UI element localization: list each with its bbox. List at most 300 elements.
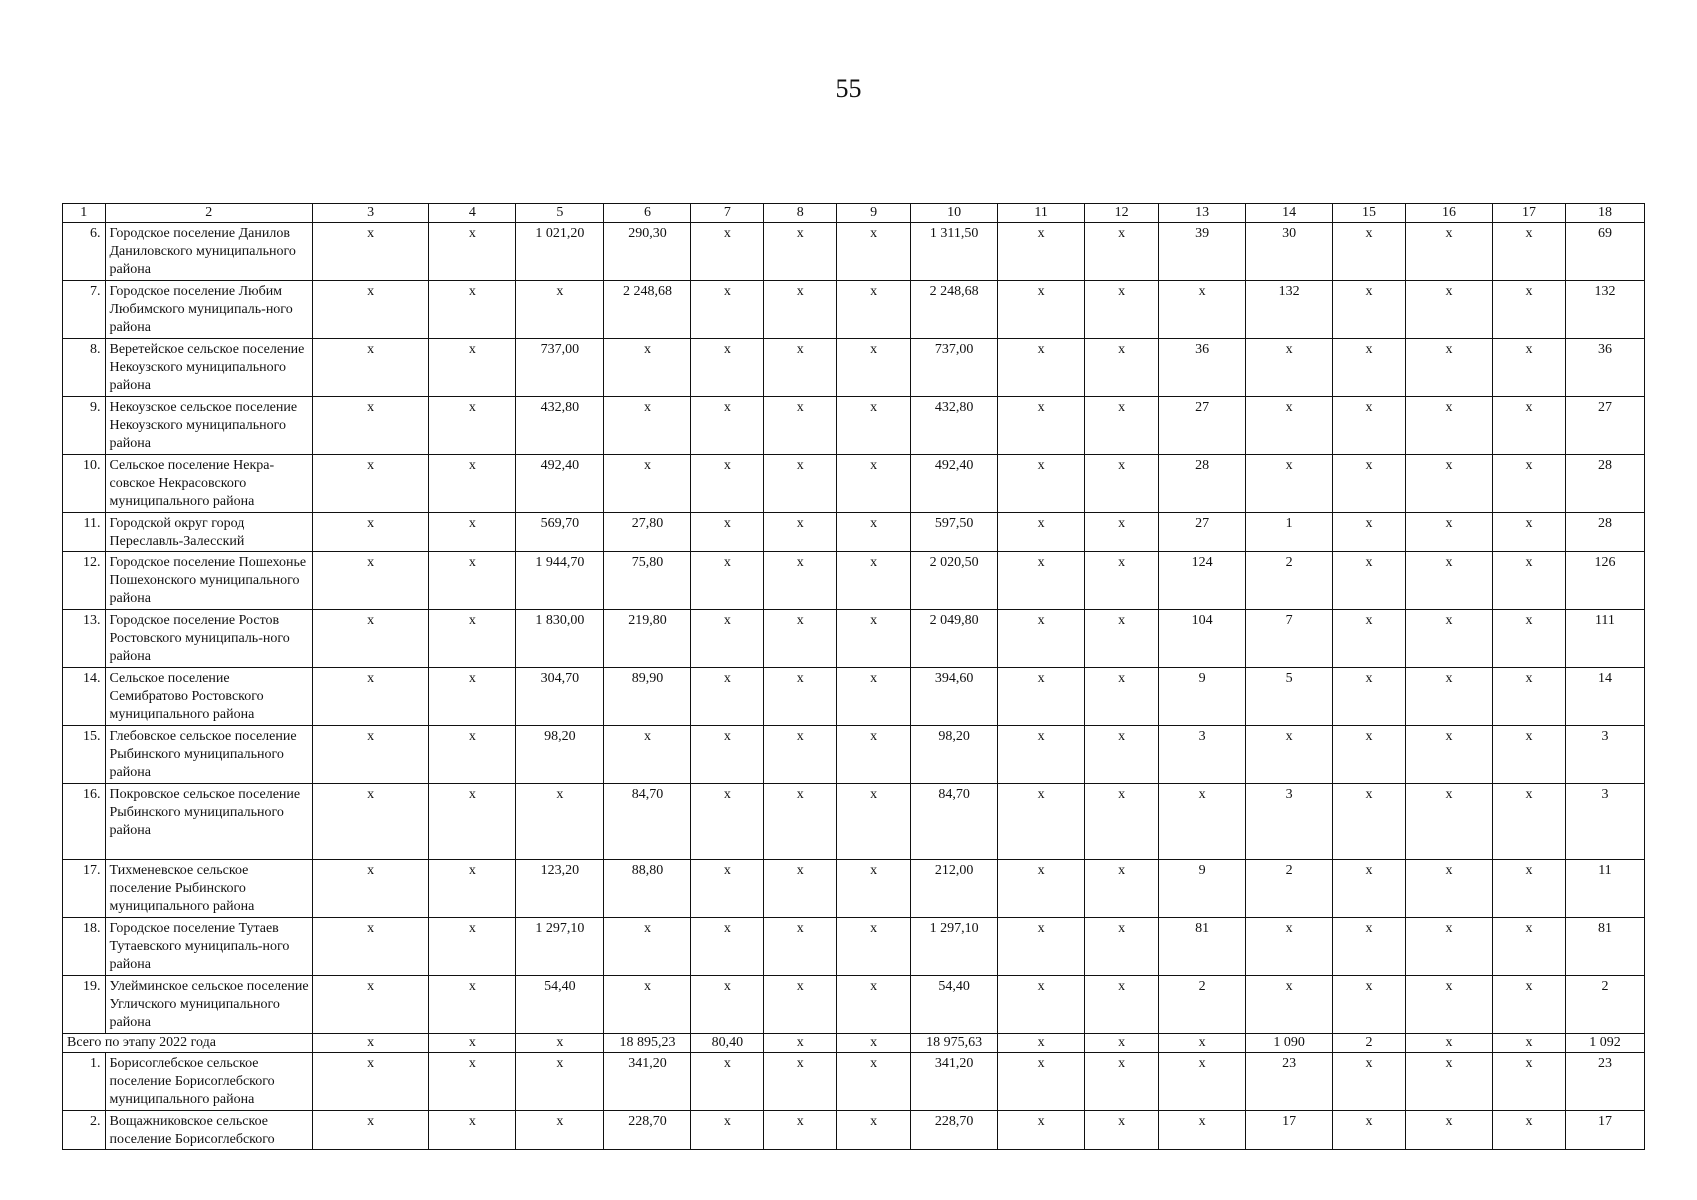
table-cell: х [1333,1111,1406,1150]
table-cell: х [1085,552,1159,610]
table-cell: 492,40 [911,455,998,513]
table-cell: х [1405,339,1492,397]
header-cell: 12 [1085,204,1159,223]
header-cell: 10 [911,204,998,223]
table-cell: х [998,281,1085,339]
table-cell: 69 [1565,223,1644,281]
table-cell: 81 [1159,918,1246,976]
table-cell: х [1085,1111,1159,1150]
table-cell: 124 [1159,552,1246,610]
municipality-name: Некоузское сельское поселение Некоузского муниципального района [105,397,312,455]
table-cell: х [998,397,1085,455]
table-cell: х [764,552,837,610]
table-cell: 394,60 [911,668,998,726]
table-cell: 27,80 [604,513,691,552]
table-row [63,223,1645,281]
table-cell: х [516,1053,604,1111]
table-cell: 7 [1246,610,1333,668]
total-cell: х [1085,1034,1159,1053]
table-cell: х [1085,918,1159,976]
header-cell: 9 [837,204,911,223]
table-cell: х [429,552,516,610]
table-cell: 54,40 [516,976,604,1034]
table-cell: х [1085,281,1159,339]
header-cell: 2 [105,204,312,223]
table-cell: х [691,976,764,1034]
table-cell: х [998,610,1085,668]
table-cell: х [312,860,428,918]
table-cell: х [429,281,516,339]
table-cell: 39 [1159,223,1246,281]
header-cell: 1 [63,204,106,223]
table-cell: х [837,397,911,455]
row-number: 12. [63,552,106,610]
table-cell: х [998,1053,1085,1111]
row-number: 18. [63,918,106,976]
municipality-name: Покровское сельское поселение Рыбинского муниципального района [105,784,312,860]
table-cell: 14 [1565,668,1644,726]
table-cell: х [1493,918,1566,976]
municipality-name: Улейминское сельское поселение Угличского муниципального района [105,976,312,1034]
municipality-name: Городское поселение Данилов Даниловского муниципального района [105,223,312,281]
table-cell: 432,80 [516,397,604,455]
row-number: 9. [63,397,106,455]
table-cell: 3 [1565,784,1644,860]
table-cell: х [516,1111,604,1150]
table-cell: х [691,455,764,513]
row-number: 13. [63,610,106,668]
municipality-name: Сельское поселение Семибратово Ростовского муниципального района [105,668,312,726]
table-cell: х [312,223,428,281]
total-cell: х [837,1034,911,1053]
table-cell: х [1493,610,1566,668]
table-row [63,513,1645,552]
total-cell: 18 975,63 [911,1034,998,1053]
table-cell: х [1333,976,1406,1034]
table-cell: 98,20 [911,726,998,784]
row-number: 11. [63,513,106,552]
table-cell: х [604,976,691,1034]
table-cell: 1 [1246,513,1333,552]
row-number: 8. [63,339,106,397]
municipality-name: Борисоглебское сельское поселение Борисоглебского муниципального района [105,1053,312,1111]
table-row [63,784,1645,860]
row-number: 16. [63,784,106,860]
total-cell: х [1159,1034,1246,1053]
table-cell: 1 944,70 [516,552,604,610]
table-cell: х [1246,918,1333,976]
table-cell: х [691,1053,764,1111]
table-cell: 2 [1246,552,1333,610]
table-cell: х [998,513,1085,552]
table-cell: х [998,860,1085,918]
table-cell: х [764,1111,837,1150]
table-cell: х [837,726,911,784]
table-cell: х [837,455,911,513]
table-row [63,552,1645,610]
table-cell: х [998,1111,1085,1150]
page-number: 55 [835,74,862,103]
table-cell: х [429,784,516,860]
municipality-name: Городское поселение Ростов Ростовского муниципаль-ного района [105,610,312,668]
table-cell: х [312,976,428,1034]
total-row [63,1034,1645,1053]
row-number: 6. [63,223,106,281]
table-cell: х [1085,339,1159,397]
table-cell: х [837,552,911,610]
table-row [63,1111,1645,1150]
table-cell: 212,00 [911,860,998,918]
table-cell: х [837,281,911,339]
header-cell: 3 [312,204,428,223]
table-cell: х [837,610,911,668]
table-cell: 11 [1565,860,1644,918]
table-cell: х [516,281,604,339]
table-cell: х [691,610,764,668]
table-cell: х [691,918,764,976]
table-cell: х [998,784,1085,860]
table-cell: х [1405,610,1492,668]
table-cell: х [1159,1053,1246,1111]
table-cell: х [1493,860,1566,918]
table-cell: х [1333,552,1406,610]
table-cell: х [691,860,764,918]
table-cell: х [312,610,428,668]
table-cell: х [837,668,911,726]
table-cell: 2 049,80 [911,610,998,668]
table-cell: х [1493,281,1566,339]
table-cell: х [1085,668,1159,726]
table-cell: х [429,223,516,281]
table-cell: х [604,726,691,784]
table-cell: 54,40 [911,976,998,1034]
table-cell: 27 [1565,397,1644,455]
row-number: 7. [63,281,106,339]
table-cell: 1 830,00 [516,610,604,668]
table-cell: 304,70 [516,668,604,726]
table-cell: х [312,1111,428,1150]
municipality-name: Городское поселение Любим Любимского муниципаль-ного района [105,281,312,339]
table-cell: 27 [1159,513,1246,552]
table-cell: х [764,455,837,513]
table-cell: х [764,223,837,281]
table-cell: х [1085,455,1159,513]
total-cell: х [1493,1034,1566,1053]
header-cell: 6 [604,204,691,223]
header-cell: 15 [1333,204,1406,223]
table-cell: х [1085,1053,1159,1111]
table-cell: х [1333,513,1406,552]
table-cell: 341,20 [604,1053,691,1111]
table-row [63,726,1645,784]
table-cell: х [837,223,911,281]
table-row [63,339,1645,397]
table-cell: х [998,223,1085,281]
table-row [63,1053,1645,1111]
table-cell: х [691,223,764,281]
table-cell: х [1333,668,1406,726]
table-cell: х [691,552,764,610]
header-cell: 18 [1565,204,1644,223]
table-cell: 2 248,68 [604,281,691,339]
table-cell: 2 [1565,976,1644,1034]
table-cell: х [312,397,428,455]
table-cell: 75,80 [604,552,691,610]
header-cell: 16 [1405,204,1492,223]
table-row [63,281,1645,339]
table-cell: х [429,918,516,976]
table-cell: х [1405,223,1492,281]
table-cell: х [764,918,837,976]
table-cell: х [1493,976,1566,1034]
table-cell: 2 [1159,976,1246,1034]
table-cell: 2 [1246,860,1333,918]
table-cell: 1 297,10 [911,918,998,976]
table-cell: х [1159,1111,1246,1150]
table-cell: 5 [1246,668,1333,726]
data-table [62,203,1645,1150]
table-cell: 3 [1159,726,1246,784]
table-cell: 111 [1565,610,1644,668]
table-cell: х [1085,513,1159,552]
table-cell: х [429,976,516,1034]
total-cell: х [764,1034,837,1053]
municipality-name: Глебовское сельское поселение Рыбинского муниципального района [105,726,312,784]
header-cell: 8 [764,204,837,223]
table-cell: 597,50 [911,513,998,552]
table-cell: 1 021,20 [516,223,604,281]
table-cell: х [837,976,911,1034]
row-number: 17. [63,860,106,918]
table-cell: х [429,726,516,784]
table-cell: х [1405,552,1492,610]
table-row [63,976,1645,1034]
table-cell: 737,00 [516,339,604,397]
row-number: 2. [63,1111,106,1150]
table-cell: 28 [1565,455,1644,513]
table-cell: 9 [1159,860,1246,918]
table-cell: х [1333,918,1406,976]
table-cell: 737,00 [911,339,998,397]
table-cell: х [764,513,837,552]
table-row [63,397,1645,455]
table-cell: х [1405,513,1492,552]
table-cell: х [1405,668,1492,726]
table-cell: х [1405,397,1492,455]
table-cell: х [429,397,516,455]
total-cell: х [516,1034,604,1053]
table-cell: 23 [1246,1053,1333,1111]
total-cell: х [312,1034,428,1053]
header-cell: 4 [429,204,516,223]
table-cell: х [604,918,691,976]
table-row [63,610,1645,668]
table-cell: 98,20 [516,726,604,784]
table-cell: х [691,1111,764,1150]
header-cell: 5 [516,204,604,223]
table-cell: 84,70 [911,784,998,860]
table-cell: х [1405,281,1492,339]
table-cell: 28 [1159,455,1246,513]
total-cell: 1 090 [1246,1034,1333,1053]
table-cell: 84,70 [604,784,691,860]
table-cell: х [1246,976,1333,1034]
table-cell: х [429,513,516,552]
header-cell: 17 [1493,204,1566,223]
table-cell: х [764,784,837,860]
table-cell: х [1246,339,1333,397]
table-cell: х [429,455,516,513]
table-cell: х [429,860,516,918]
table-cell: х [1493,513,1566,552]
table-cell: х [1085,223,1159,281]
header-cell: 7 [691,204,764,223]
table-cell: х [1333,397,1406,455]
table-cell: х [764,281,837,339]
total-cell: х [1405,1034,1492,1053]
table-cell: 30 [1246,223,1333,281]
table-cell: х [429,339,516,397]
table-cell: х [1246,726,1333,784]
header-row [63,204,1645,223]
table-cell: х [1246,397,1333,455]
table-cell: х [312,726,428,784]
table-cell: х [691,513,764,552]
table-cell: х [998,668,1085,726]
table-cell: х [1159,784,1246,860]
table-cell: х [691,668,764,726]
table-cell: х [1493,784,1566,860]
table-cell: х [837,784,911,860]
table-cell: х [764,726,837,784]
table-cell: 219,80 [604,610,691,668]
table-cell: 132 [1565,281,1644,339]
table-cell: 104 [1159,610,1246,668]
table-cell: х [998,455,1085,513]
table-cell: 569,70 [516,513,604,552]
table-cell: х [1085,860,1159,918]
table-cell: х [1405,1053,1492,1111]
table-cell: х [312,281,428,339]
table-cell: х [1333,726,1406,784]
table-cell: х [312,784,428,860]
table-cell: х [1085,976,1159,1034]
table-cell: х [1493,397,1566,455]
table-cell: 2 248,68 [911,281,998,339]
table-cell: х [764,976,837,1034]
table-cell: х [1493,1053,1566,1111]
table-cell: х [1493,223,1566,281]
table-row [63,668,1645,726]
table-cell: х [837,1053,911,1111]
table-cell: х [764,397,837,455]
header-cell: 11 [998,204,1085,223]
municipality-name: Городское поселение Пошехонье Пошехонского муниципального района [105,552,312,610]
table-row [63,918,1645,976]
table-cell: 9 [1159,668,1246,726]
table-cell: х [764,1053,837,1111]
total-cell: 1 092 [1565,1034,1644,1053]
table-cell: х [998,726,1085,784]
table-cell: х [429,668,516,726]
table-cell: х [1085,784,1159,860]
table-cell: х [691,397,764,455]
table-cell: х [691,281,764,339]
table-cell: х [1493,455,1566,513]
table-cell: х [1333,860,1406,918]
total-label: Всего по этапу 2022 года [63,1034,313,1053]
table-cell: х [998,976,1085,1034]
table-cell: 126 [1565,552,1644,610]
table-cell: х [1333,455,1406,513]
table-cell: х [998,918,1085,976]
row-number: 1. [63,1053,106,1111]
table-cell: 341,20 [911,1053,998,1111]
table-cell: х [1405,726,1492,784]
table-cell: х [837,513,911,552]
table-cell: 17 [1246,1111,1333,1150]
table-cell: х [998,552,1085,610]
table-cell: 88,80 [604,860,691,918]
total-cell: 18 895,23 [604,1034,691,1053]
row-number: 15. [63,726,106,784]
table-cell: х [1405,976,1492,1034]
table-cell: х [1085,726,1159,784]
table-cell: х [1405,860,1492,918]
table-cell: х [429,1111,516,1150]
table-cell: 1 297,10 [516,918,604,976]
table-cell: х [312,455,428,513]
table-cell: х [1333,784,1406,860]
municipality-name: Сельское поселение Некра-совское Некрасовского муниципального района [105,455,312,513]
row-number: 19. [63,976,106,1034]
table-cell: х [516,784,604,860]
table-cell: х [764,668,837,726]
municipality-name: Веретейское сельское поселение Некоузского муниципального района [105,339,312,397]
table-cell: х [312,513,428,552]
table-cell: х [312,668,428,726]
table-cell: х [1333,1053,1406,1111]
table-cell: х [312,339,428,397]
table-cell: х [1333,610,1406,668]
total-cell: х [998,1034,1085,1053]
table-cell: х [1085,397,1159,455]
table-cell: х [764,610,837,668]
table-cell: х [604,455,691,513]
table-cell: 432,80 [911,397,998,455]
table-cell: х [691,726,764,784]
table-cell: х [1493,726,1566,784]
table-cell: х [837,860,911,918]
total-cell: х [429,1034,516,1053]
header-cell: 14 [1246,204,1333,223]
table-cell: х [604,397,691,455]
table-cell: х [837,918,911,976]
table-cell: 3 [1246,784,1333,860]
table-cell: 123,20 [516,860,604,918]
table-cell: х [691,784,764,860]
table-cell: х [1333,223,1406,281]
table-cell: х [1405,455,1492,513]
table-row [63,455,1645,513]
table-cell: 81 [1565,918,1644,976]
table-cell: х [1159,281,1246,339]
table-cell: х [691,339,764,397]
table-cell: х [998,339,1085,397]
table-cell: х [1405,784,1492,860]
table-cell: х [1333,339,1406,397]
table-cell: х [837,1111,911,1150]
